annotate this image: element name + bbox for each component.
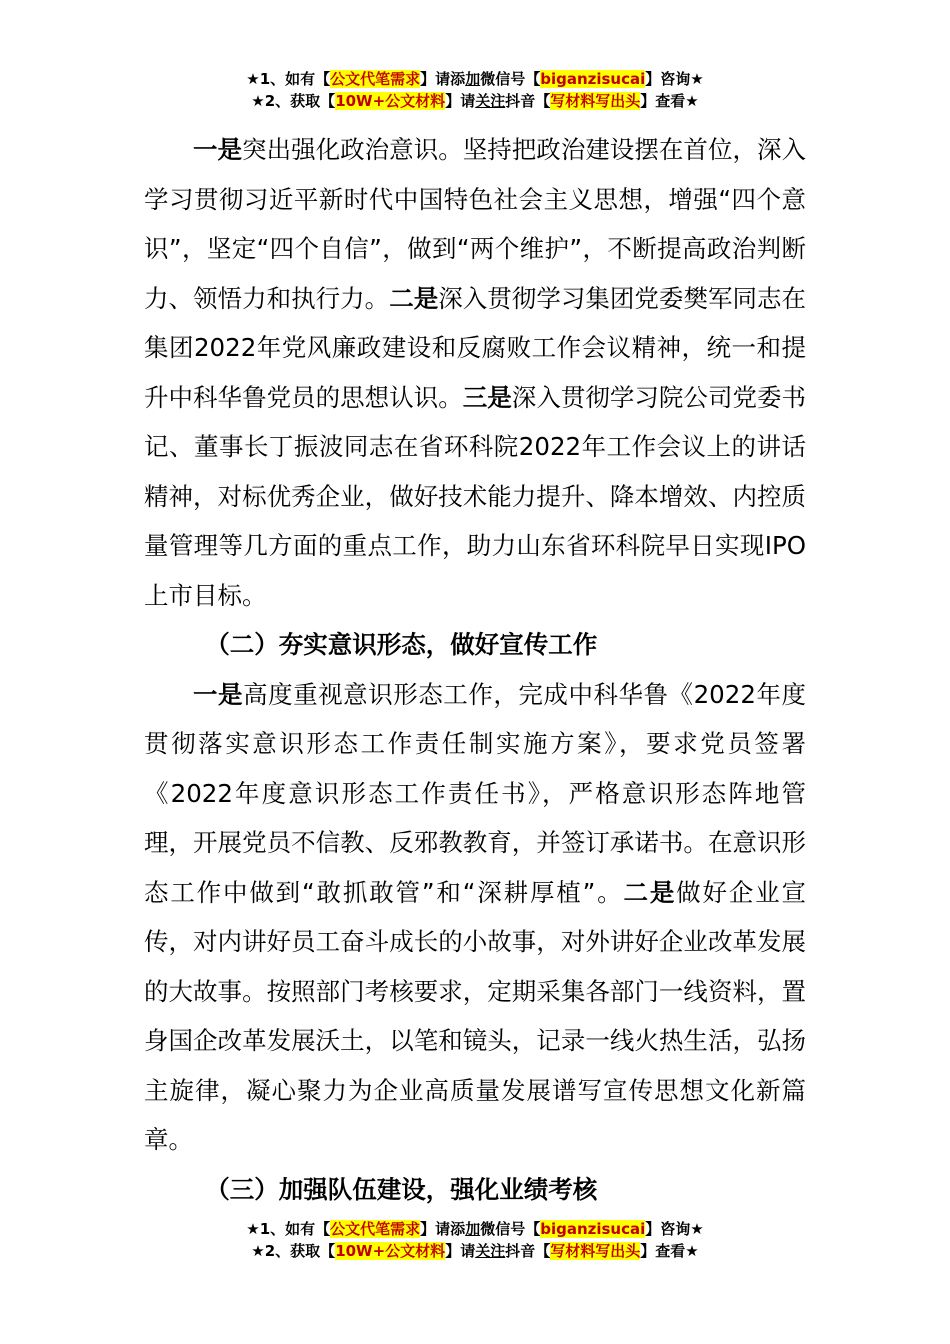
paragraph-text: 高度重视意识形态工作，完成中科华鲁《2022年度贯彻落实意识形态工作责任制实施方案》，要求党员签署《2022年度意识形态工作责任书》，严格意识形态阵地管理，开展党员不信教、反邪教教育，并签订承诺书。在意识形态工作中做到“敢抓敢管”和“深耕厚植”。 <box>144 679 806 907</box>
banner-line-1 <box>0 68 950 90</box>
highlight-douyin-account: 写材料写出头 <box>550 92 641 110</box>
paragraph-text: 深入贯彻学习院公司党委书记、董事长丁振波同志在省环科院2022年工作会议上的讲话精神，对标优秀企业，做好技术能力提升、降本增效、内控质量管理等几方面的重点工作，助力山东省环科院早日实现IPO上市目标。 <box>144 382 807 610</box>
highlight-materials: 10W+公文材料 <box>335 92 446 110</box>
highlight-materials: 10W+公文材料 <box>335 1242 446 1260</box>
banner-text: 微信号【 <box>480 1220 541 1238</box>
paragraph-text: 做好企业宣传，对内讲好员工奋斗成长的小故事，对外讲好企业改革发展的大故事。按照部门考核要求，定期采集各部门一线资料，置身国企改革发展沃土，以笔和镜头，记录一线火热生活，弘扬主旋律，凝心聚力为企业高质量发展谱写宣传思想文化新篇章。 <box>144 877 806 1154</box>
paragraph-political-awareness <box>144 125 806 620</box>
banner-underline: 加 <box>465 1220 481 1238</box>
banner-line-2 <box>0 90 950 112</box>
banner-text: 】查看★ <box>640 92 699 110</box>
section-heading-2: （二）夯实意识形态，做好宣传工作 <box>205 630 598 659</box>
banner-text: 微信号【 <box>480 70 541 88</box>
bold-marker: 一是 <box>193 135 243 164</box>
banner-text: 】请 <box>445 1242 476 1260</box>
bold-marker: 二是 <box>623 877 677 907</box>
bold-marker: 一是 <box>193 679 244 709</box>
banner-text: 】请添 <box>420 70 466 88</box>
highlight-wechat-id: biganzisucai <box>540 1220 646 1238</box>
banner-line-2 <box>0 1240 950 1262</box>
banner-text: 抖音【 <box>505 1242 551 1260</box>
banner-underline: 加 <box>465 70 481 88</box>
highlight-wechat-id: biganzisucai <box>540 70 646 88</box>
banner-text: 】咨询★ <box>645 1220 704 1238</box>
section-heading-3: （三）加强队伍建设，强化业绩考核 <box>205 1174 598 1204</box>
banner-text: 】请添 <box>420 1220 466 1238</box>
bold-marker: 二是 <box>389 283 439 313</box>
banner-underline: 关注 <box>475 1242 506 1260</box>
banner-text: 抖音【 <box>505 92 551 110</box>
banner-line-1 <box>0 1218 950 1240</box>
banner-text: ★1、如有【 <box>246 1220 331 1238</box>
highlight-service: 公文代笔需求 <box>330 70 421 88</box>
banner-text: 】咨询★ <box>645 70 704 88</box>
banner-underline: 关注 <box>475 92 506 110</box>
highlight-service: 公文代笔需求 <box>330 1220 421 1238</box>
banner-text: 】查看★ <box>640 1242 699 1260</box>
bold-marker: 三是 <box>462 382 512 412</box>
document-body <box>144 125 806 1214</box>
banner-text: ★2、获取【 <box>251 92 336 110</box>
top-banner <box>0 68 950 112</box>
paragraph-text: 突出强化政治意识。坚持把政治建设摆在首位，深入学习贯彻习近平新时代中国特色社会主义思想，增强“四个意识”，坚定“四个自信”，做到“两个维护”，不断提高政治判断力、领悟力和执行力。 <box>144 135 807 313</box>
paragraph-text: 深入贯彻学习集团党委樊军同志在集团2022年党风廉政建设和反腐败工作会议精神，统一和提升中科华鲁党员的思想认识。 <box>144 283 807 412</box>
bottom-banner <box>0 1218 950 1262</box>
banner-text: ★2、获取【 <box>251 1242 336 1260</box>
banner-text: 】请 <box>445 92 476 110</box>
highlight-douyin-account: 写材料写出头 <box>550 1242 641 1260</box>
paragraph-ideology <box>144 670 806 1165</box>
banner-text: ★1、如有【 <box>246 70 331 88</box>
